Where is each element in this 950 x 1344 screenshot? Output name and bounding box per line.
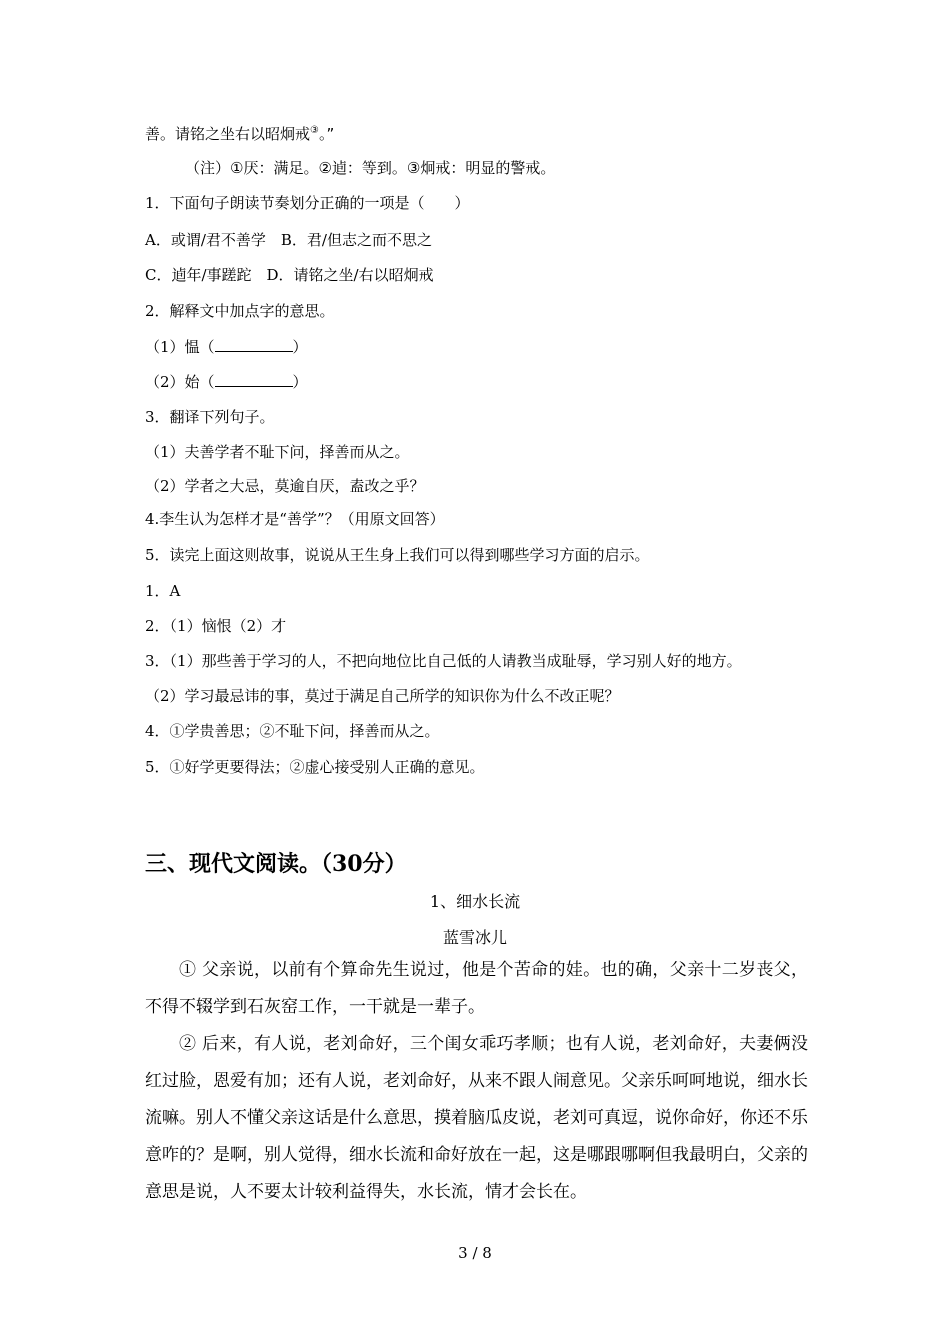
question-1: 1．下面句子朗读节奏划分正确的一项是（ ） (145, 194, 470, 212)
answer-1: 1．A (145, 582, 181, 600)
question-5: 5．读完上面这则故事，说说从王生身上我们可以得到哪些学习方面的启示。 (145, 546, 650, 564)
answer-4: 4．①学贵善思；②不耻下问，择善而从之。 (145, 722, 440, 740)
answer-3-part-2: （2）学习最忌讳的事，莫过于满足自己所学的知识你为什么不改正呢？ (145, 687, 620, 705)
question-2: 2．解释文中加点字的意思。 (145, 302, 335, 320)
answer-blank[interactable] (215, 336, 293, 352)
question-3-sentence-2: （2）学者之大忌，莫逾自厌，盍改之乎？ (145, 477, 425, 495)
classical-text-tail: 善。请铭之坐右以昭炯戒③。” (145, 125, 335, 143)
footnote-text: （注）①厌：满足。②逌：等到。③炯戒：明显的警戒。 (185, 159, 556, 177)
paragraph-2: ② 后来，有人说，老刘命好，三个闺女乖巧孝顺；也有人说，老刘命好，夫妻俩没红过脸，恩爱有加；还有人说，老刘命好，从来不跟人闹意见。父亲乐呵呵地说，细水长流嘛。别人不懂父亲这话是什么意思，摸着脑瓜皮说，老刘可真逗，说你命好，你还不乐意咋的？是啊，别人觉得，细水长流和命好放在一起，这是哪跟哪啊但我最明白，父亲的意思是说，人不要太计较利益得失，水长流，情才会长在。 (145, 1034, 808, 1202)
question-3-sentence-1: （1）夫善学者不耻下问，择善而从之。 (145, 443, 410, 461)
answer-3-part-1: 3．（1）那些善于学习的人，不把向地位比自己低的人请教当成耻辱，学习别人好的地方。 (145, 652, 742, 670)
answer-2: 2．（1）恼恨（2）才 (145, 617, 287, 635)
question-2-item-1: （1）愠（ ） (145, 338, 308, 356)
article-body (145, 952, 808, 1211)
question-1-options-cd: C．逌年/事蹉跎 D．请铭之坐/右以昭炯戒 (145, 266, 434, 284)
question-2-item-2: （2）始（ ） (145, 373, 308, 391)
answer-blank[interactable] (215, 371, 293, 387)
footnote-marker: ③ (310, 125, 319, 136)
page-number: 3 / 8 (458, 1244, 492, 1262)
article-author: 蓝雪冰儿 (442, 928, 507, 947)
question-4: 4.李生认为怎样才是“善学”？（用原文回答） (145, 510, 445, 528)
article-title: 1、细水长流 (429, 892, 521, 911)
question-1-options-ab: A．或谓/君不善学 B．君/但志之而不思之 (145, 231, 432, 249)
question-3: 3．翻译下列句子。 (145, 408, 275, 426)
section-heading: 三、现代文阅读。（30分） (145, 851, 407, 877)
answer-5: 5．①好学更要得法；②虚心接受别人正确的意见。 (145, 758, 485, 776)
paragraph-1: ① 父亲说，以前有个算命先生说过，他是个苦命的娃。也的确，父亲十二岁丧父，不得不辍学到石灰窑工作，一干就是一辈子。 (145, 960, 808, 1017)
